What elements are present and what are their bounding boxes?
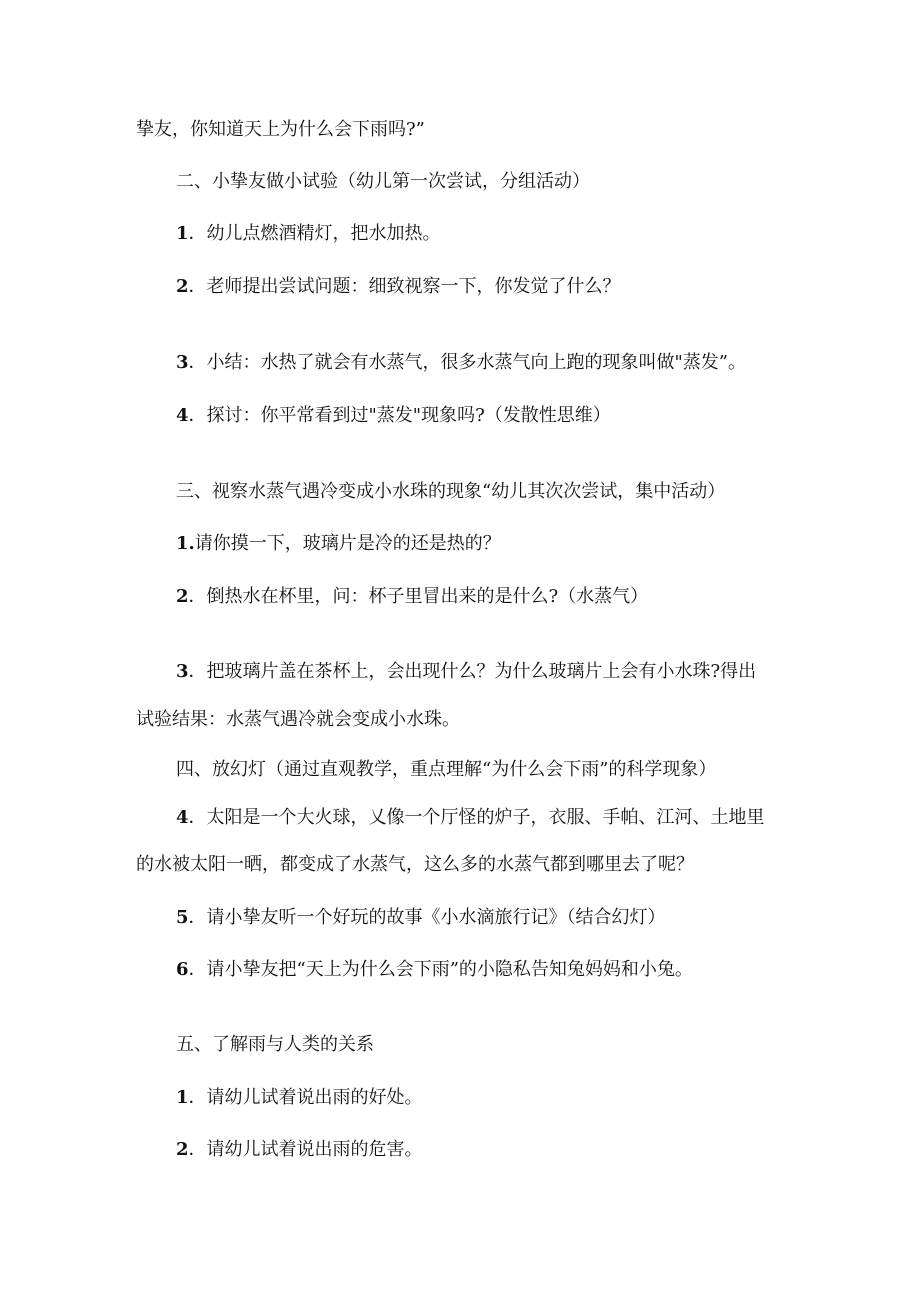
list-item: 3．把玻璃片盖在茶杯上，会出现什么？为什么玻璃片上会有小水珠?得出 [176,661,757,682]
list-item: 2．老师提出尝试问题：细致视察一下，你发觉了什么？ [176,276,621,297]
list-item: 6．请小挚友把“天上为什么会下雨”的小隐私告知兔妈妈和小兔。 [176,959,693,980]
list-item: 4．太阳是一个大火球，乂像一个厅怪的炉子，衣服、手帕、江河、土地里 [176,807,765,828]
text-line: 挚友，你知道天上为什么会下雨吗?” [136,119,425,140]
list-item: 4．探讨：你平常看到过"蒸发"现象吗?（发散性思维） [176,405,611,426]
list-item: 1．请幼儿试着说出雨的好处。 [176,1087,423,1108]
list-item: 1．幼儿点燃酒精灯，把水加热。 [176,223,441,244]
list-item: 1.请你摸一下，玻璃片是冷的还是热的？ [176,533,501,554]
list-item: 3．小结：水热了就会有水蒸气，很多水蒸气向上跑的现象叫做"蒸发”。 [176,352,747,373]
text-line: 的水被太阳一晒，都变成了水蒸气，这么多的水蒸气都到哪里去了呢？ [136,854,694,875]
list-item: 2．倒热水在杯里，问：杯子里冒出来的是什么?（水蒸气） [176,586,649,607]
list-item: 5．请小挚友听一个好玩的故事《小水滴旅行记》（结合幻灯） [176,907,666,928]
list-item: 2．请幼儿试着说出雨的危害。 [176,1139,423,1160]
section-heading: 三、视察水蒸气遇冷变成小水珠的现象“幼儿其次次尝试，集中活动） [176,481,726,502]
section-heading: 五、了解雨与人类的关系 [176,1034,374,1055]
section-heading: 二、小挚友做小试验（幼儿第一次尝试，分组活动） [176,171,590,192]
text-line: 试验结果：水蒸气遇冷就会变成小水珠。 [136,709,460,730]
section-heading: 四、放幻灯（通过直观教学，重点理解“为什么会下雨”的科学现象） [176,759,717,780]
